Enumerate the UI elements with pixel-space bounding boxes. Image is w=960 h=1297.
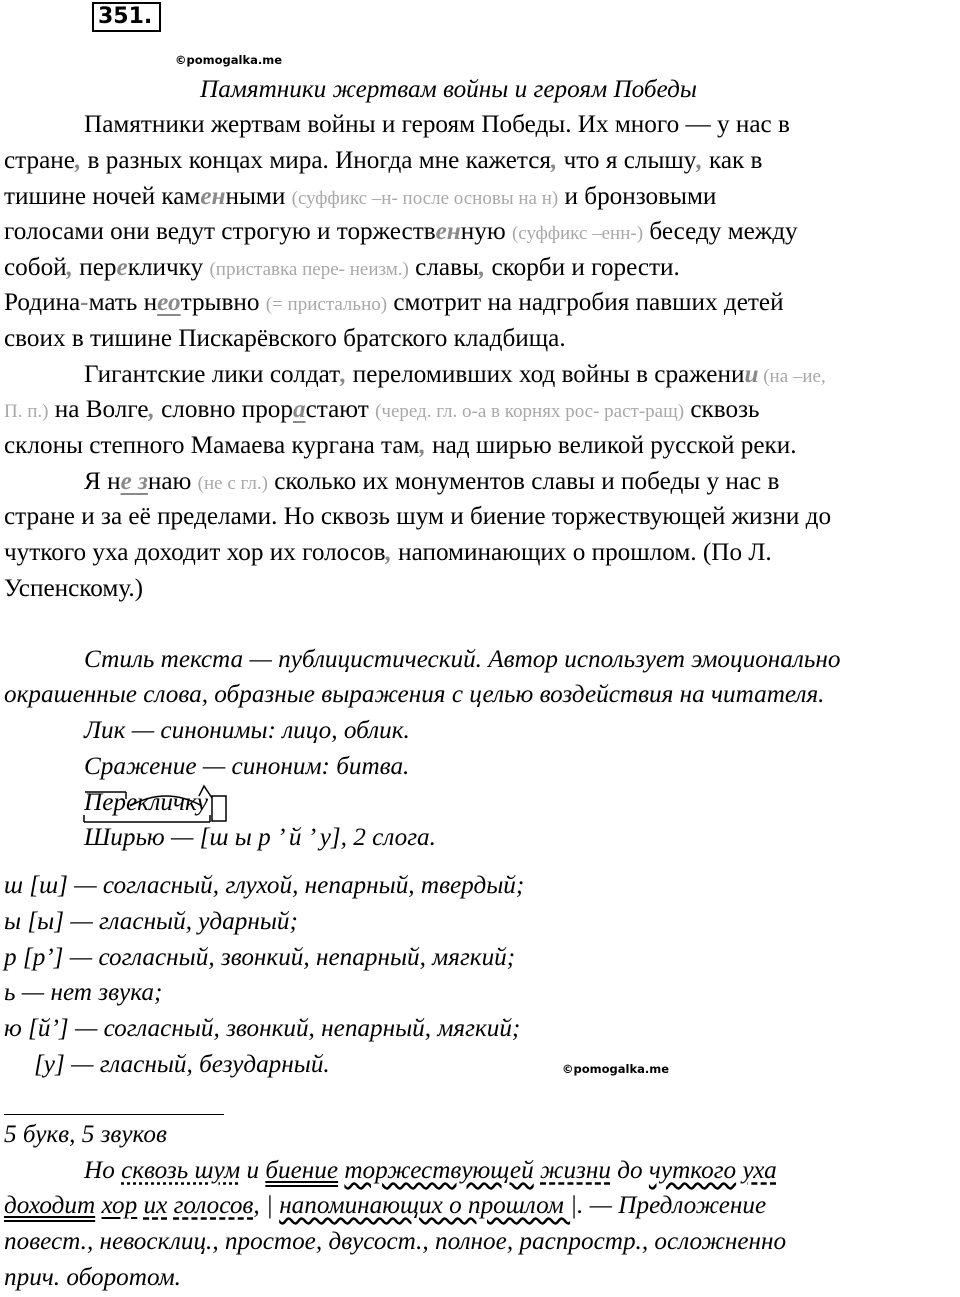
p1-line6: Родина-мать неотрывно (= пристально) смотрит на надгробия павших детей bbox=[4, 289, 784, 316]
p1-line4: голосами они ведут строгую и торжественную (суффикс –енн-) беседу между bbox=[4, 218, 798, 245]
p3-line2: стране и за её пределами. Но сквозь шум и биение торжествующей жизни до bbox=[4, 503, 832, 530]
phonetic-line5: ю [й’] — согласный, звонкий, непарный, мягкий; bbox=[4, 1015, 521, 1042]
p1-line3: тишине ночей каменными (суффикс –н- после основы на н) и бронзовыми bbox=[4, 183, 717, 210]
parse-line2: доходит хор их голосов, | напоминающих о прошлом |. — Предложение bbox=[4, 1192, 767, 1219]
phonetic-line2: ы [ы] — гласный, ударный; bbox=[4, 908, 298, 935]
p1-line7: своих в тишине Пискарёвского братского кладбища. bbox=[4, 325, 566, 352]
exercise-number: 351. bbox=[92, 2, 161, 32]
suffix-mark bbox=[199, 786, 212, 798]
phonetic-line4: ь — нет звука; bbox=[4, 979, 163, 1006]
root-arc bbox=[130, 796, 202, 806]
p1-line2: стране, в разных концах мира. Иногда мне кажется, что я слышу, как в bbox=[4, 147, 763, 174]
p3-line1: Я не знаю (не с гл.) сколько их монументов славы и победы у нас в bbox=[84, 468, 780, 495]
synonym-line2: Сражение — синоним: битва. bbox=[84, 753, 410, 780]
parse-line1: Но сквозь шум и биение торжествующей жизни до чуткого уха bbox=[84, 1157, 777, 1184]
letters-sounds: 5 букв, 5 звуков bbox=[4, 1121, 167, 1148]
p2-line1: Гигантские лики солдат, переломивших ход войны в сражении (на –ие, bbox=[84, 361, 826, 388]
watermark-bottom: ©pomogalka.me bbox=[562, 1062, 670, 1076]
watermark-top: ©pomogalka.me bbox=[175, 53, 283, 67]
style-line2: окрашенные слова, образные выражения с целью воздействия на читателя. bbox=[4, 681, 825, 708]
synonym-line1: Лик — синонимы: лицо, облик. bbox=[84, 717, 410, 744]
morph-word: Перекличку bbox=[84, 789, 208, 816]
phonetic-line3: р [р’] — согласный, звонкий, непарный, мягкий; bbox=[4, 944, 516, 971]
text-title: Памятники жертвам войны и героям Победы bbox=[200, 76, 697, 103]
style-line1: Стиль текста — публицистический. Автор использует эмоционально bbox=[84, 646, 841, 673]
p1-line5: собой, перекличку (приставка пере- неизм.) славы, скорби и горести. bbox=[4, 254, 680, 281]
p3-line3: чуткого уха доходит хор их голосов, напоминающих о прошлом. (По Л. bbox=[4, 539, 772, 566]
morpheme-marks bbox=[82, 782, 232, 824]
phonetic-line6: [у] — гласный, безударный. bbox=[34, 1051, 330, 1078]
p3-line4: Успенскому.) bbox=[4, 575, 144, 602]
ending-box bbox=[212, 796, 226, 821]
p1-line1: Памятники жертвам войны и героям Победы. Их много — у нас в bbox=[84, 111, 790, 138]
parse-line4: прич. оборотом. bbox=[4, 1264, 181, 1291]
p2-line2: П. п.) на Волге, словно прорастают (черед. гл. о-а в корнях рос- раст-ращ) сквозь bbox=[4, 396, 760, 423]
parse-line3: повест., невосклиц., простое, двусост., полное, распростр., осложненно bbox=[4, 1228, 787, 1255]
p2-line3: склоны степного Мамаева кургана там, над ширью великой русской реки. bbox=[4, 432, 797, 459]
separator-line bbox=[4, 1114, 224, 1115]
phonetic-line1: ш [ш] — согласный, глухой, непарный, твердый; bbox=[4, 872, 525, 899]
phonetic-head: Ширью — [ш ы р ’ й ’ у], 2 слога. bbox=[84, 824, 436, 851]
